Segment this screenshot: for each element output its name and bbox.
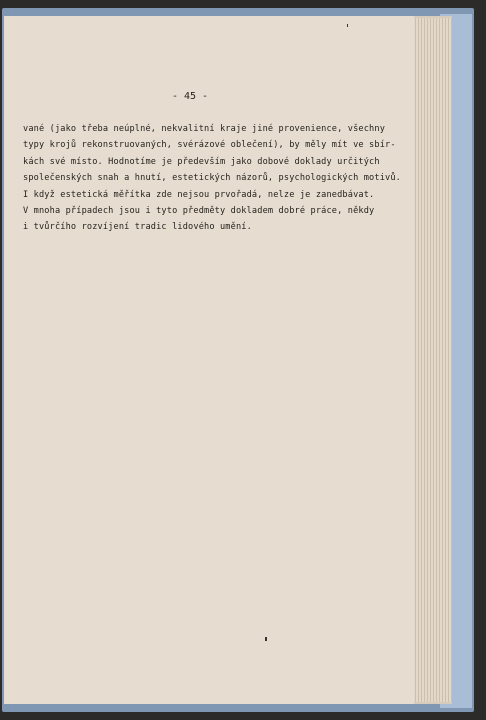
document-page [4, 16, 414, 704]
text-line: vané (jako třeba neúplné, nekvalitní kraje jiné provenience, všechny [23, 124, 386, 134]
text-line: I když estetická měřítka zde nejsou prvořadá, nelze je zanedbávat. [23, 189, 375, 200]
paper-speck [347, 24, 348, 27]
text-line: i tvůrčího rozvíjení tradic lidového umění. [23, 222, 252, 233]
text-line: V mnoha případech jsou i tyto předměty dokladem dobré práce, někdy [23, 206, 375, 217]
text-line: společenských snah a hnutí, estetických názorů, psychologických motivů. [23, 173, 401, 184]
paper-speck [265, 637, 267, 641]
body-text [23, 121, 401, 236]
page-edges [410, 18, 452, 702]
text-line: typy krojů rekonstruovaných, svérázové oblečení), by měly mít ve sbír- [23, 140, 396, 151]
page-number: - 45 - [171, 91, 209, 102]
text-line: kách své místo. Hodnotíme je především jako dobové doklady určitých [23, 156, 380, 167]
